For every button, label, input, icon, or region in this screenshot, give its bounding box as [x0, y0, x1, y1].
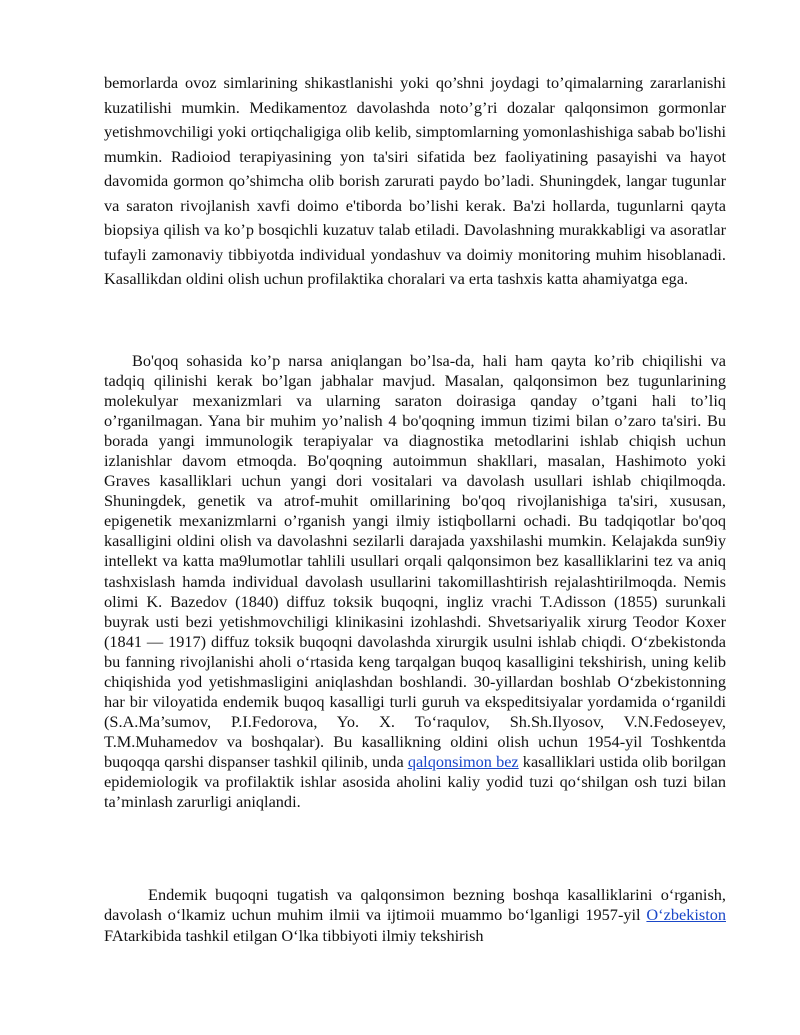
paragraph-1: [104, 71, 726, 292]
paragraph-2-text-end: kasalliklari ustida olib borilgan epidemiologik va profilaktik ishlar asosida aholini kaliy yodid tuzi qo‘shilgan osh tuzi bilan ta’minlash zarurligi aniqlandi.: [104, 751, 727, 812]
uzbekistan-link[interactable]: O‘zbekiston: [646, 905, 726, 925]
paragraph-2-text-start: Bo'qoq sohasida ko’p narsa aniqlangan bo’lsa-da, hali ham qayta ko’rib chiqilishi va tadqiq qilinishi kerak bo’lgan jabhalar mavjud. Masalan, qalqonsimon bez tugunlarining molekulyar mexanizmlari va ularning saraton doirasiga qanday o’tgani hali to’liq o’rganilmagan. Yana bir muhim yo’nalish 4 bo'qoqning immun tizimi bilan o’zaro ta'siri. Bu borada yangi immunologik terapiyalar va diagnostika metodlarini ishlab chiqish uchun izlanishlar davom etmoqda. Bo'qoqning autoimmun shakllari, masalan, Hashimoto yoki Graves kasalliklari uchun yangi dori vositalari va davolash usullari ishlab chiqilmoqda. Shuningdek, genetik va atrof-muhit omillarining bo'qoq rivojlanishiga ta'siri, xususan, epigenetik mexanizmlarni o’rganish yangi ilmiy istiqbollarni ochadi. Bu tadqiqotlar bo'qoq kasalligini oldini olish va davolashni sezilarli darajada yaxshilashi mumkin. Kelajakda sun9iy intellekt va katta ma9lumotlar tahlili usullari orqali qalqonsimon bez kasalliklarini tez va aniq tashxislash hamda individual davolash usullarini takomillashtirish rejalashtirilmoqda. Nemis olimi K. Bazedov (1840) diffuz toksik buqoqni, ingliz vrachi T.Adisson (1855) surunkali buyrak usti bezi yetishmovchiligi klinikasini izohlashdi. Shvetsariyalik xirurg Teodor Koxer (1841 — 1917) diffuz toksik buqoqni davolashda xirurgik usulni ishlab chiqdi. O‘zbekistonda bu fanning rivojlanishi aholi o‘rtasida keng tarqalgan buqoq kasalligini tekshirish, uning kelib chiqishida yod yetishmasligini aniqlashdan boshlandi. 30-yillardan boshlab O‘zbekistonning har bir viloyatida endemik buqoq kasalligi turli guruh va ekspeditsiyalar yordamida o‘rganildi (S.A.Ma’sumov, P.I.Fedorova, Yo. X. To‘raqulov, Sh.Sh.Ilyosov, V.N.Fedoseyev, T.M.Muhamedov va boshqalar). Bu kasallikning oldini olish uchun 1954-yil Toshkentda buqoqqa qarshi dispanser tashkil qilinib, unda: [104, 351, 726, 771]
paragraph-1-text: bemorlarda ovoz simlarining shikastlanishi yoki qo’shni joydagi to’qimalarning zararlanishi kuzatilishi mumkin. Medikamentoz davolashda noto’g’ri dozalar qalqonsimon gormonlar yetishmovchiligi yoki ortiqchaligiga olib kelib, simptomlarning yomonlashishiga sabab bo'lishi mumkin. Radioiod terapiyasining yon ta'siri sifatida bez faoliyatining pasayishi va hayot davomida gormon qo’shimcha olib borish zarurati paydo bo’ladi. Shuningdek, langar tugunlar va saraton rivojlanish xavfi doimo e'tiborda bo’lishi kerak. Ba'zi hollarda, tugunlarni qayta biopsiya qilish va ko’p bosqichli kuzatuv talab etiladi. Davolashning murakkabligi va asoratlar tufayli zamonaviy tibbiyotda individual yondashuv va doimiy monitoring muhim hisoblanadi. Kasallikdan oldini olish uchun profilaktika choralari va erta tashxis katta ahamiyatga ega.: [104, 73, 726, 288]
paragraph-3-text-start: Endemik buqoqni tugatish va qalqonsimon bezning boshqa kasalliklarini o‘rganish, davolash o‘lkamiz uchun muhim ilmii va ijtimoii muammo bo‘lganligi 1957-yil: [104, 885, 726, 925]
paragraph-2: [104, 351, 726, 812]
paragraph-3-text-end: FAtarkibida tashkil etilgan O‘lka tibbiyoti ilmiy tekshirish: [104, 925, 484, 945]
paragraph-3: [104, 885, 726, 946]
thyroid-gland-link[interactable]: qalqonsimon bez: [407, 751, 519, 771]
